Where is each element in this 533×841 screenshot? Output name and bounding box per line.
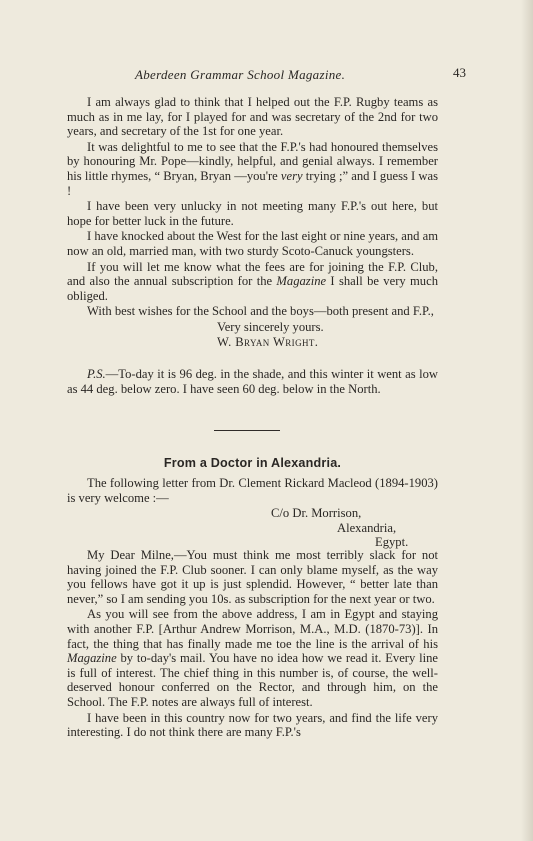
page-edge-shadow <box>521 0 533 841</box>
letter-signature: W. Bryan Wright. <box>217 334 319 349</box>
paragraph: If you will let me know what the fees are for joining the F.P. Club, and also the annual subscription for the Magazine I shall be very much obliged. <box>67 259 438 303</box>
address-line: Egypt. <box>375 535 409 550</box>
paragraph: With best wishes for the School and the boys—both present and F.P., <box>87 304 434 319</box>
letter-signoff: Very sincerely yours. <box>217 319 324 334</box>
letter-continuation <box>67 95 438 349</box>
page-number: 43 <box>453 65 466 80</box>
paragraph: I have knocked about the West for the last eight or nine years, and am now an old, married man, with two sturdy Scoto-Canuck youngsters. <box>67 229 438 258</box>
paragraph: My Dear Milne,—You must think me most terribly slack for not having joined the F.P. Club sooner. I can only blame myself, as the way you fellows have got it up is just splendid. However, “ better late than never,” so I am sending you 10s. as subscription for the next year or two. <box>67 548 438 606</box>
running-head <box>90 67 466 85</box>
paragraph: The following letter from Dr. Clement Rickard Macleod (1894-1903) is very welcome :— <box>67 476 438 505</box>
postscript <box>67 367 438 397</box>
running-title: Aberdeen Grammar School Magazine. <box>135 67 346 82</box>
emphasis: Magazine <box>67 651 117 666</box>
paragraph: P.S.—To-day it is 96 deg. in the shade, and this winter it went as low as 44 deg. below zero. I have seen 60 deg. below in the North. <box>67 367 438 396</box>
emphasis: very <box>280 168 303 183</box>
emphasis: Magazine <box>276 274 327 289</box>
letter-body <box>67 548 438 741</box>
section-divider <box>214 430 280 431</box>
paragraph: It was delightful to me to see that the F.P.'s had honoured themselves by honouring Mr. Pope—kindly, helpful, and genial always. I remember his little rhymes, “ Bryan, Bryan —you're very trying ;” and I guess I was ! <box>67 139 438 198</box>
address-line: C/o Dr. Morrison, <box>271 506 362 521</box>
paragraph: I have been in this country now for two years, and find the life very interesting. I do not think there are many F.P.'s <box>67 710 438 740</box>
paragraph: As you will see from the above address, I am in Egypt and staying with another F.P. [Arthur Andrew Morrison, M.A., M.D. (1870-73)]. In fact, the thing that has finally made me toe the line is the arrival of his Magazine by to-day's mail. You have no idea how we read it. Every line is full of interest. The chief thing in this number is, of course, the well-deserved honour conferred on the Rector, and through him, on the School. The F.P. notes are always full of interest. <box>67 607 438 709</box>
paragraph: I have been very unlucky in not meeting many F.P.'s out here, but hope for better luck in the future. <box>67 199 438 228</box>
section-heading: From a Doctor in Alexandria. <box>163 456 342 470</box>
letter-intro <box>67 476 438 550</box>
postscript-label: P.S. <box>87 367 106 381</box>
address-line: Alexandria, <box>337 520 397 535</box>
paragraph: I am always glad to think that I helped out the F.P. Rugby teams as much as in me lay, for I played for and was secretary of the 2nd for two years, and secretary of the 1st for one year. <box>67 95 438 139</box>
